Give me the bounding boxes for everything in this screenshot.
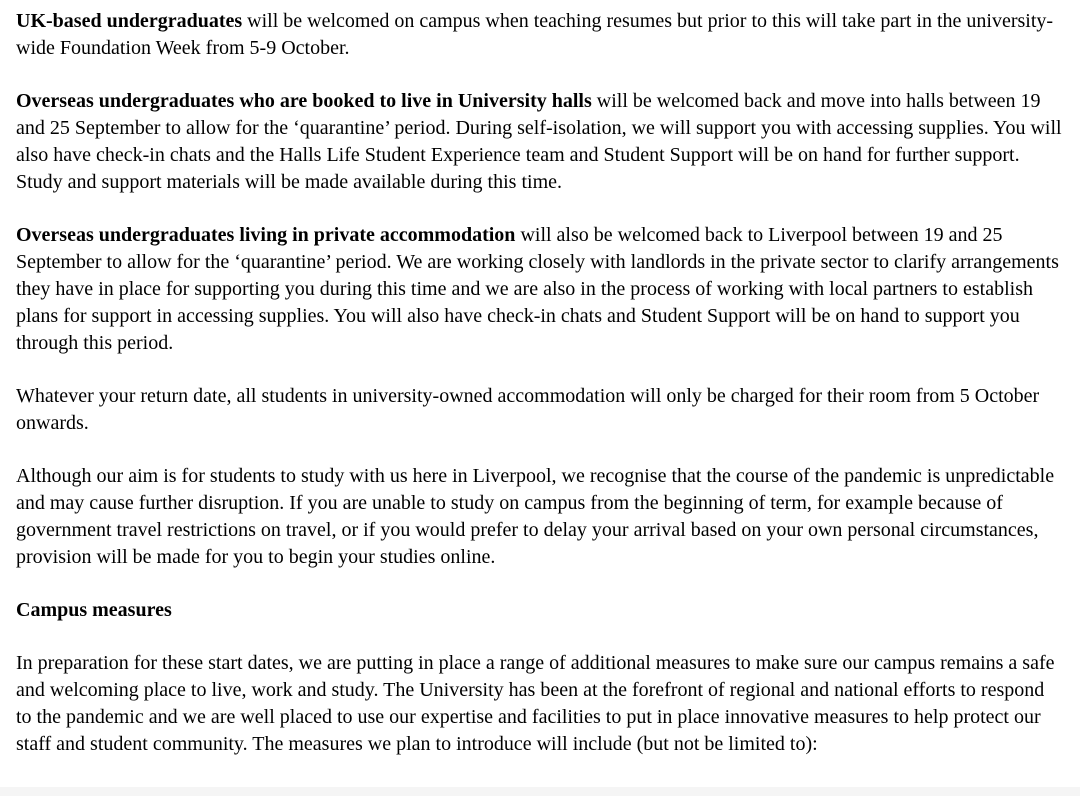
- paragraph-overseas-private-accommodation: [16, 222, 1064, 357]
- heading-campus-measures: Campus measures: [16, 599, 172, 621]
- bottom-strip-decoration: [0, 787, 1080, 796]
- paragraph-text: Although our aim is for students to study with us here in Liverpool, we recognise that the course of the pandemic is unpredictable and may cause further disruption. If you are unable to study on campus from the beginning of term, for example because of government travel restrictions on travel, or if you would prefer to delay your arrival based on your own personal circumstances, provision will be made for you to begin your studies online.: [16, 465, 1055, 568]
- paragraph-text: In preparation for these start dates, we are putting in place a range of additional measures to make sure our campus remains a safe and welcoming place to live, work and study. The University has been at the forefront of regional and national efforts to respond to the pandemic and we are well placed to use our expertise and facilities to put in place innovative measures to help protect our staff and student community. The measures we plan to introduce will include (but not be limited to):: [16, 652, 1055, 755]
- paragraph-text: Whatever your return date, all students in university-owned accommodation will only be charged for their room from 5 October onwards.: [16, 385, 1040, 434]
- paragraph-lead-bold: UK-based undergraduates: [16, 10, 243, 32]
- paragraph-text: will be welcomed on campus when teaching resumes but prior to this will take part in the university-wide Foundation Week from 5-9 October.: [16, 10, 1054, 59]
- paragraph-text: will also be welcomed back to Liverpool between 19 and 25 September to allow for the ‘quarantine’ period. We are working closely with landlords in the private sector to clarify arrangements they have in place for supporting you during this time and we are also in the process of working with local partners to establish plans for support in accessing supplies. You will also have check-in chats and Student Support will be on hand to support you through this period.: [16, 224, 1059, 354]
- paragraph-lead-bold: Overseas undergraduates who are booked to live in University halls: [16, 90, 592, 112]
- paragraph-room-charges: [16, 383, 1064, 437]
- paragraph-campus-measures-intro: [16, 650, 1064, 758]
- paragraph-online-study-provision: [16, 463, 1064, 571]
- paragraph-text: will be welcomed back and move into halls between 19 and 25 September to allow for the ‘quarantine’ period. During self-isolation, we will support you with accessing supplies. You will also have check-in chats and the Halls Life Student Experience team and Student Support will be on hand for further support. Study and support materials will be made available during this time.: [16, 90, 1062, 193]
- paragraph-overseas-halls: [16, 88, 1064, 196]
- paragraph-lead-bold: Overseas undergraduates living in private accommodation: [16, 224, 516, 246]
- paragraph-uk-based-undergraduates: [16, 8, 1064, 62]
